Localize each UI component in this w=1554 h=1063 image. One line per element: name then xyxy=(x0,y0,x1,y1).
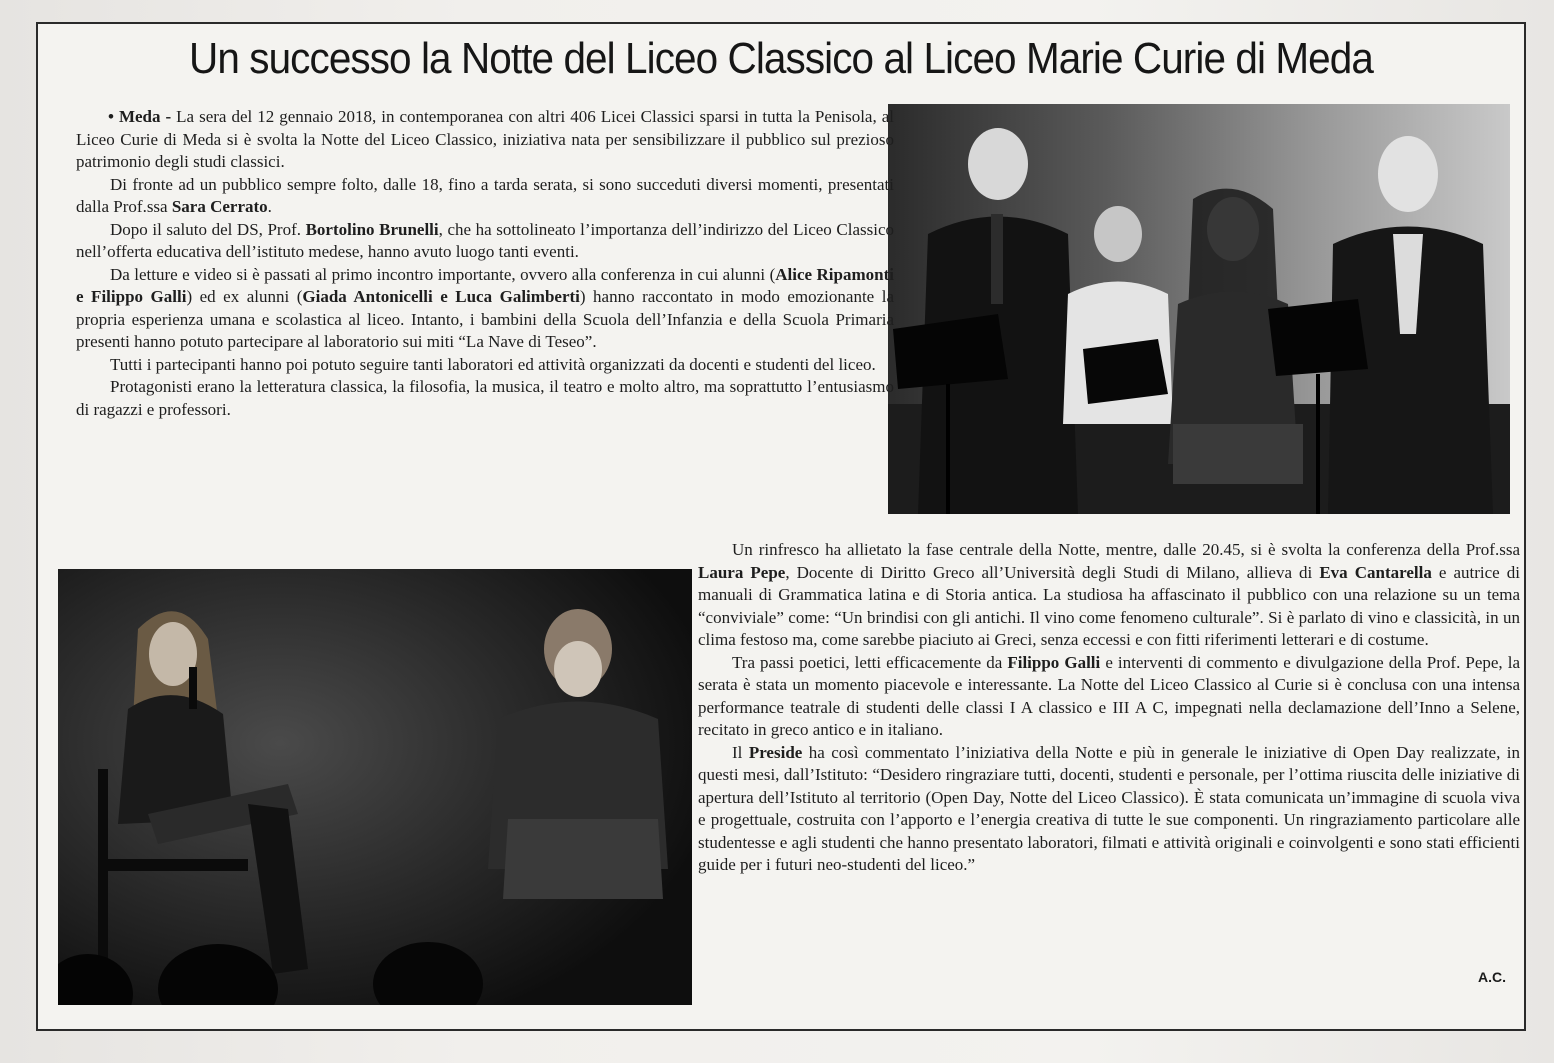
p9-name: Preside xyxy=(748,742,803,762)
p4-text-b: ) ed ex alunni ( xyxy=(186,287,303,306)
p3-text-b: , che ha sottolineato l’importanza dell’indirizzo del Liceo Classico nell’offerta educativa dell’istituto medese, hanno avuto luogo tanti eventi. xyxy=(76,219,894,261)
p7-text-b: , Docente di Diritto Greco all’Università degli Studi di Milano, allieva di xyxy=(785,562,1320,582)
headline: Un successo la Notte del Liceo Classico al Liceo Marie Curie di Meda xyxy=(189,34,1373,83)
paragraph-8 xyxy=(698,652,1520,742)
dateline: • Meda - xyxy=(108,107,172,126)
p4-text-a: Da letture e video si è passati al primo incontro importante, ovvero alla conferenza in cui alunni ( xyxy=(110,264,776,284)
paragraph-5: Tutti i partecipanti hanno poi potuto seguire tanti laboratori ed attività organizzati da docenti e studenti del liceo. xyxy=(110,354,876,374)
p3-name: Bortolino Brunelli xyxy=(305,219,439,239)
p2-text-b: . xyxy=(267,197,272,216)
photo-students-reading xyxy=(888,104,1510,514)
paragraph-9 xyxy=(698,742,1520,877)
p9-text-a: Il xyxy=(732,742,749,762)
paragraph-1 xyxy=(76,106,894,174)
p8-text-b: e interventi di commento e divulgazione della Prof. Pepe, la serata è stata un momento piacevole e interessante. La Notte del Liceo Classico al Curie si è conclusa con una intensa performance teatrale di studenti delle classi I A classico e III A C, impegnati nella declamazione dell’Inno a Selene, recitato in greco antico e in italiano. xyxy=(698,652,1520,739)
p4-name-1: Alice Ripamonti e Filippo Galli xyxy=(76,264,894,306)
p4-text-c: ) hanno raccontato in modo emozionante la propria esperienza umana e scolastica al liceo. Intanto, i bambini della Scuola dell’Infanzia e della Scuola Primaria presenti hanno potuto partecipare al laboratorio sui miti “La Nave di Teseo”. xyxy=(76,287,895,351)
article-frame xyxy=(36,22,1526,1031)
p7-name-1: Laura Pepe xyxy=(698,562,786,582)
article-text-column-1 xyxy=(76,106,894,421)
paragraph-2 xyxy=(76,174,894,219)
photo-conference xyxy=(58,569,692,1005)
p2-name: Sara Cerrato xyxy=(171,197,268,216)
p8-text-a: Tra passi poetici, letti efficacemente da xyxy=(732,652,1008,672)
article-text-column-2 xyxy=(698,539,1520,877)
paragraph-6: Protagonisti erano la letteratura classica, la filosofia, la musica, il teatro e molto altro, ma soprattutto l’entusiasmo di ragazzi e professori. xyxy=(76,377,894,419)
paragraph-4 xyxy=(76,264,894,354)
p2-text-a: Di fronte ad un pubblico sempre folto, dalle 18, fino a tarda serata, si sono succeduti diversi momenti, presentati dalla Prof.ssa xyxy=(76,174,894,216)
p9-text-b: ha così commentato l’iniziativa della Notte e più in generale le iniziative di Open Day realizzate, in questi mesi, dall’Istituto: “Desidero ringraziare tutti, docenti, studenti e personale, per l’ottima riuscita delle iniziative di apertura dell’Istituto al territorio (Open Day, Notte del Liceo Classico). È stata comunicata un’immagine di scuola viva e progettuale, costruita con l’apporto e l’energia creativa di tutte le sue componenti. Un ringraziamento particolare alle studentesse e agli studenti che hanno presentato laboratori, filmati e attività originali e coinvolgenti e sono stati efficienti guide per i futuri neo-studenti del liceo.” xyxy=(698,742,1520,874)
p7-name-2: Eva Cantarella xyxy=(1319,562,1432,582)
p3-text-a: Dopo il saluto del DS, Prof. xyxy=(110,219,306,239)
p4-name-2: Giada Antonicelli e Luca Galimberti xyxy=(302,287,580,306)
paragraph-7 xyxy=(698,539,1520,652)
author-signature: A.C. xyxy=(1478,969,1506,985)
p8-name: Filippo Galli xyxy=(1007,652,1101,672)
paragraph-1-text: La sera del 12 gennaio 2018, in contemporanea con altri 406 Licei Classici sparsi in tutta la Penisola, al Liceo Curie di Meda si è svolta la Notte del Liceo Classico, iniziativa nata per sensibilizzare il pubblico sul prezioso patrimonio degli studi classici. xyxy=(76,107,894,171)
p7-text-c: e autrice di manuali di Grammatica latina e di Storia antica. La studiosa ha affascinato il pubblico con una relazione su un tema “conviviale” come: “Un brindisi con gli antichi. Il vino come fenomeno culturale”. Si è parlato di vino e classicità, in un clima festoso ma, come sarebbe piaciuto ai Greci, senza eccessi e con fitti riferimenti letterari e di costume. xyxy=(698,562,1520,649)
p7-text-a: Un rinfresco ha allietato la fase centrale della Notte, mentre, dalle 20.45, si è svolta la conferenza della Prof.ssa xyxy=(732,540,1520,559)
paragraph-3 xyxy=(76,219,894,264)
